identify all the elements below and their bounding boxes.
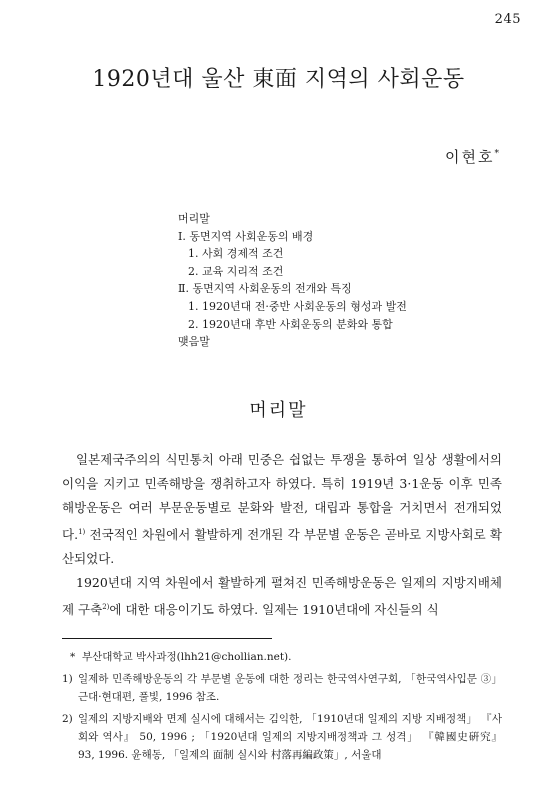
author-footnote-mark: *: [494, 149, 499, 159]
toc-item: 맺음말: [178, 335, 210, 349]
footnote: [62, 648, 502, 666]
footnote-ref: 1): [78, 528, 86, 536]
footnote-ref: 2): [102, 603, 110, 612]
footnote-text: 일제의 지방지배와 면제 실시에 대해서는 김익한, 「1910년대 일제의 지방 지배정책」 『사회와 역사』 50, 1996 ; 「1920년대 일제의 지방지배정책과 그 성격」 『韓國史硏究』 93, 1996. 윤해동, 「일제의 面制 실시와 村落再編政策」, 서울대: [78, 713, 502, 761]
toc-item: 2. 1920년대 후반 사회운동의 분화와 통합: [188, 317, 393, 331]
footnote-mark: 2): [62, 713, 73, 725]
page-number: 245: [494, 12, 521, 27]
paragraph-text: 전국적인 차원에서 활발하게 전개된 각 부문별 운동은 곧바로 지방사회로 확산되었다.: [62, 527, 502, 567]
toc-item: 1. 사회 경제적 조건: [188, 247, 284, 261]
footnote-text: 일제하 민족해방운동의 각 부문별 운동에 대한 정리는 한국역사연구회, 「한국역사입문 ③」 근대·현대편, 풀빛, 1996 참조.: [78, 673, 502, 703]
footnote-mark: *: [70, 651, 76, 663]
toc-item: 1. 1920년대 전·중반 사회운동의 형성과 발전: [188, 299, 407, 313]
footnote-divider: [62, 638, 272, 639]
toc-item: Ⅱ. 동면지역 사회운동의 전개와 특징: [178, 282, 352, 296]
footnote: [62, 670, 502, 706]
toc-item: 2. 교육 지리적 조건: [188, 264, 284, 278]
paragraph: [62, 448, 502, 571]
author: [445, 146, 499, 167]
body-text: [62, 448, 502, 622]
paragraph-text: 1920년대 지역 차원에서 활발하게 펼쳐진 민족해방운동은 일제의 지방지배체제 구축: [62, 575, 502, 618]
author-name: 이현호: [445, 148, 495, 166]
paragraph-text: 일본제국주의의 식민통치 아래 민중은 쉽없는 투쟁을 통하여 일상 생활에서의 이익을 지키고 민족해방을 쟁취하고자 하였다. 특히 1919년 3·1운동 이후 민족해방운동은 여러 부문운동별로 분화와 발전, 대립과 통합을 거치면서 전개되었다.: [62, 452, 502, 543]
section-heading: 머리말: [249, 400, 308, 421]
paper-title: 1920년대 울산 東面 지역의 사회운동: [92, 67, 465, 92]
footnote-text: 부산대학교 박사과정(lhh21@chollian.net).: [82, 651, 292, 663]
footnotes: [62, 648, 502, 768]
toc-item: 머리말: [178, 212, 210, 225]
paragraph-text: 에 대한 대응이기도 하였다. 일제는 1910년대에 자신들의 식: [109, 602, 439, 618]
footnote: [62, 710, 502, 764]
paragraph: [62, 571, 502, 622]
footnote-mark: 1): [62, 673, 73, 685]
table-of-contents: [178, 210, 407, 351]
toc-item: Ⅰ. 동면지역 사회운동의 배경: [178, 229, 314, 243]
